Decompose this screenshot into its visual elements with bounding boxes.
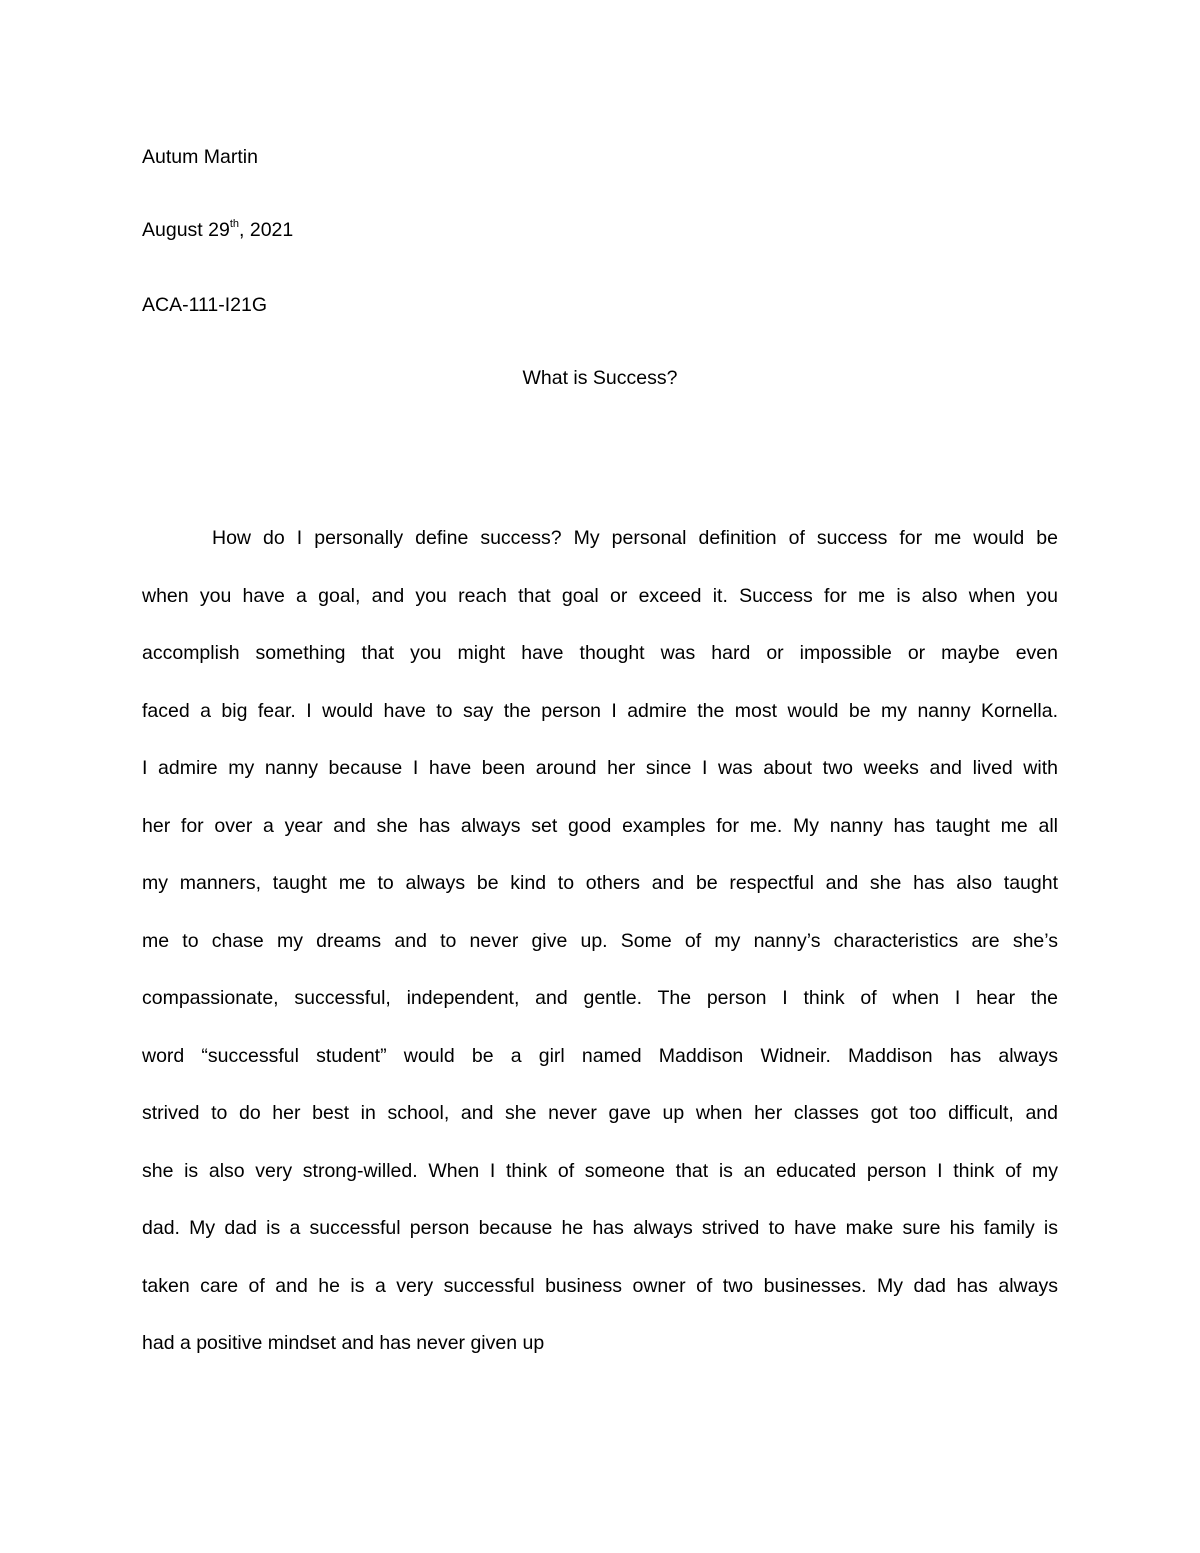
paragraph-line: accomplish something that you might have thought was hard or impossible or maybe even xyxy=(142,642,1058,664)
paragraph-line: taken care of and he is a very successful business owner of two businesses. My dad has always xyxy=(142,1274,1058,1297)
paragraph-line: I admire my nanny because I have been around her since I was about two weeks and lived with xyxy=(142,757,1058,779)
date-month-day: August 29 xyxy=(142,219,230,241)
course-code: ACA-111-I21G xyxy=(142,294,267,316)
paragraph-line: word “successful student” would be a girl named Maddison Widneir. Maddison has always xyxy=(142,1044,1058,1067)
paragraph-line: my manners, taught me to always be kind to others and be respectful and she has also taught xyxy=(142,872,1058,894)
paragraph-line: compassionate, successful, independent, and gentle. The person I think of when I hear the xyxy=(142,987,1058,1009)
paragraph-line: dad. My dad is a successful person because he has always strived to have make sure his family is xyxy=(142,1217,1058,1239)
essay-title: What is Success? xyxy=(522,367,678,389)
author-name: Autum Martin xyxy=(142,146,258,168)
essay-paragraph xyxy=(142,510,1058,1373)
essay-date xyxy=(142,218,293,242)
paragraph-line: when you have a goal, and you reach that goal or exceed it. Success for me is also when you xyxy=(142,584,1058,607)
date-ordinal-suffix: th xyxy=(229,217,240,230)
paragraph-line: strived to do her best in school, and she never gave up when her classes got too difficult, and xyxy=(142,1102,1058,1124)
date-year: , 2021 xyxy=(239,219,294,241)
paragraph-line: her for over a year and she has always set good examples for me. My nanny has taught me all xyxy=(142,814,1058,837)
paragraph-line: me to chase my dreams and to never give up. Some of my nanny’s characteristics are she’s xyxy=(142,929,1058,952)
paragraph-line: she is also very strong-willed. When I think of someone that is an educated person I think of my xyxy=(142,1159,1058,1182)
paragraph-line: had a positive mindset and has never given up xyxy=(142,1332,545,1354)
paragraph-line: How do I personally define success? My personal definition of success for me would be xyxy=(212,527,1058,549)
paragraph-line: faced a big fear. I would have to say the person I admire the most would be my nanny Kornella. xyxy=(142,699,1058,722)
